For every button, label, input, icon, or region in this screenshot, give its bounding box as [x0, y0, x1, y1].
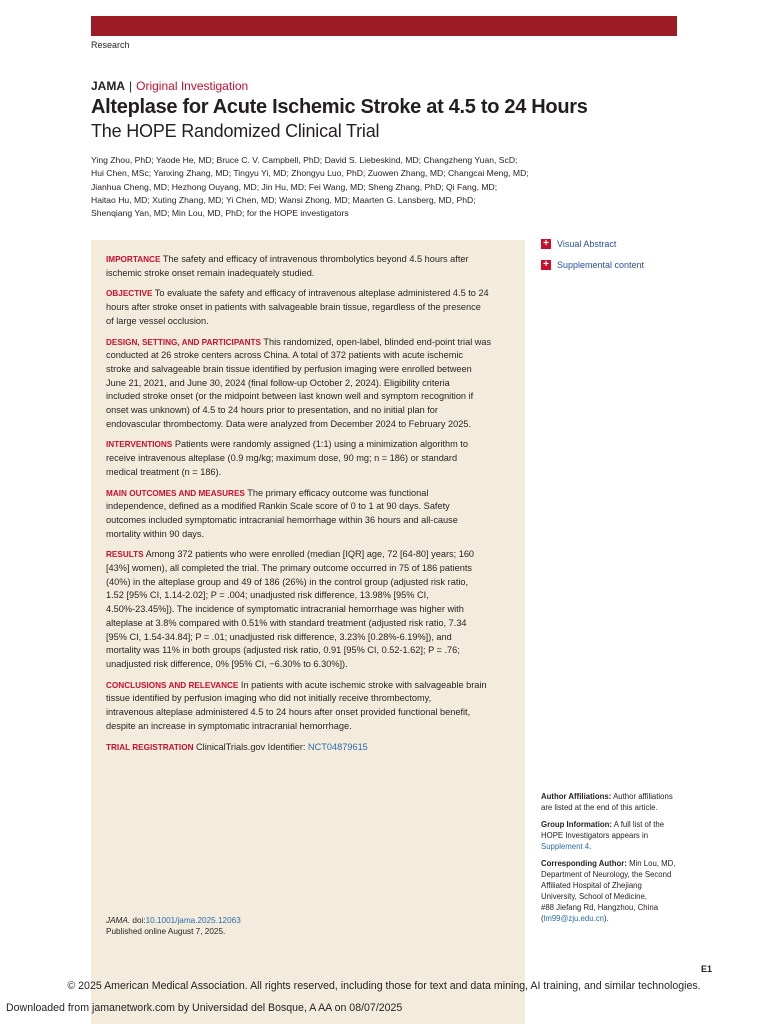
abstract-text: 1.52 [95% CI, 1.14-2.02]; P = .004; unadjusted risk difference, 13.98% [95% CI,: [106, 590, 429, 601]
corr-label: Corresponding Author:: [541, 859, 627, 868]
abstract-line: [106, 548, 516, 562]
doi-link[interactable]: 10.1001/jama.2025.12063: [145, 916, 241, 925]
section-heading: TRIAL REGISTRATION: [106, 742, 194, 752]
abstract-text: conducted at 26 stroke centers across China. A total of 372 patients with acute ischemic: [106, 350, 463, 361]
corr-line: Department of Neurology, the Second: [541, 870, 672, 879]
abstract-line: [106, 336, 516, 350]
section-heading: CONCLUSIONS AND RELEVANCE: [106, 680, 239, 690]
visual-abstract-label: Visual Abstract: [557, 239, 617, 249]
corr-line: Affiliated Hospital of Zhejiang: [541, 881, 642, 890]
abstract-line: [106, 253, 516, 267]
corresponding-author: Corresponding Author: Min Lou, MD, Department of Neurology, the Second Affiliated Hospital of Zhejiang University, School of Medicine, #88 Jiefang Rd, Hangzhou, China (lm99@zju.edu.cn).: [541, 858, 681, 924]
doi-line: [106, 915, 241, 926]
section-heading: RESULTS: [106, 550, 144, 560]
abstract-text: June 21, 2021, and June 30, 2024 (final follow-up October 2, 2024). Eligibility criteria: [106, 377, 450, 388]
abstract-line: [106, 287, 516, 301]
abstract-line: [106, 741, 516, 755]
abstract-text: This randomized, open-label, blinded end-point trial was: [260, 336, 492, 347]
abstract: [106, 253, 516, 761]
abstract-conclusions: [106, 679, 516, 734]
author-list: [91, 154, 531, 220]
group-information: Group Information: A full list of the HOPE Investigators appears in Supplement 4.: [541, 820, 665, 851]
journal-line: [91, 79, 248, 93]
abstract-text: Patients were randomly assigned (1:1) using a minimization algorithm to: [172, 439, 468, 450]
abstract-text: To evaluate the safety and efficacy of intravenous alteplase administered 4.5 to 24: [152, 288, 489, 299]
section-heading: DESIGN, SETTING, AND PARTICIPANTS: [106, 337, 261, 347]
citation-journal: JAMA.: [106, 916, 131, 925]
abstract-text: onset was unknown) of 4.5 to 24 hours prior to presentation, and no initial plan for: [106, 405, 438, 416]
journal-name: JAMA: [91, 79, 126, 93]
abstract-text: independence, defined as a modified Rankin Scale score of 0 to 1 at 90 days. Safety: [106, 501, 450, 512]
abstract-text: stroke and salvageable brain tissue identified by perfusion imaging were enrolled between: [106, 363, 472, 374]
abstract-text: alteplase at 3.8% compared with 0.51% with standard treatment (adjusted risk ratio, 7.34: [106, 617, 467, 628]
group-label: Group Information:: [541, 820, 613, 829]
abstract-line: [106, 438, 516, 452]
abstract-text: outcomes included symptomatic intracranial hemorrhage within 36 hours and all-cause: [106, 514, 458, 525]
aff-label: Author Affiliations:: [541, 792, 612, 801]
abstract-text: despite an increase in symptomatic intracranial hemorrhage.: [106, 720, 352, 731]
abstract-text: The primary efficacy outcome was functional: [244, 487, 429, 498]
abstract-text: included stroke onset (or the midpoint between last known well and symptom recognition if: [106, 391, 474, 402]
abstract-text: In patients with acute ischemic stroke with salvageable brain: [238, 679, 487, 690]
abstract-text: medical treatment (n = 186).: [106, 466, 222, 477]
section-heading: IMPORTANCE: [106, 255, 161, 264]
corr-name: Min Lou, MD,: [629, 859, 676, 868]
abstract-text: ischemic stroke onset remain inadequately studied.: [106, 267, 315, 278]
abstract-text: ClinicalTrials.gov Identifier:: [193, 741, 309, 752]
journal-separator: |: [129, 79, 133, 93]
author-line: Jianhua Cheng, MD; Hezhong Ouyang, MD; Jin Hu, MD; Fei Wang, MD; Sheng Zhang, PhD; Qi Fang, MD;: [91, 181, 498, 192]
aff-text: Author affiliations are listed at the end of this article.: [541, 792, 673, 812]
corr-line: #88 Jiefang Rd, Hangzhou, China: [541, 903, 659, 912]
article-subtitle: The HOPE Randomized Clinical Trial: [91, 121, 380, 141]
abstract-text: intravenous alteplase administered 4.5 to 24 hours after onset provided functional benefit,: [106, 707, 471, 718]
author-line: Hui Chen, MSc; Yanxing Zhang, MD; Tingyu Yi, MD; Zhongyu Luo, PhD; Zuowen Zhang, MD; Changcai Meng, MD;: [91, 168, 529, 179]
plus-icon: +: [541, 260, 551, 270]
abstract-outcomes: [106, 487, 516, 542]
abstract-text: tissue identified by perfusion imaging who did not initially receive thrombectomy,: [106, 693, 432, 704]
abstract-design: [106, 336, 516, 432]
abstract-text: mortality within 90 days.: [106, 528, 205, 539]
email-link[interactable]: lm99@zju.edu.cn: [543, 914, 604, 923]
published-date: Published online August 7, 2025.: [106, 927, 226, 936]
abstract-text: [43%] women), all completed the trial. The primary outcome occurred in 75 of 186 patients: [106, 563, 472, 574]
section-heading: INTERVENTIONS: [106, 440, 173, 450]
trial-id-link[interactable]: NCT04879615: [308, 741, 368, 752]
doi-label: doi:: [130, 916, 146, 925]
page-number: E1: [701, 964, 713, 974]
abstract-text: Among 372 patients who were enrolled (median [IQR] age, 72 [64-80] years; 160: [143, 549, 475, 560]
abstract-registration: [106, 741, 516, 755]
citation: [106, 915, 241, 937]
affiliations: [541, 791, 681, 930]
abstract-results: [106, 548, 516, 671]
author-line: Ying Zhou, PhD; Yaode He, MD; Bruce C. V. Campbell, PhD; David S. Liebeskind, MD; Changzheng Yuan, ScD;: [91, 155, 518, 165]
copyright-notice: © 2025 American Medical Association. All rights reserved, including those for text and data mining, AI training, and similar technologies.: [67, 980, 701, 992]
abstract-interventions: [106, 438, 516, 479]
abstract-text: unadjusted risk difference, 0% [95% CI, −6.30% to 6.30%]).: [106, 658, 348, 669]
abstract-line: [106, 679, 516, 693]
section-heading: MAIN OUTCOMES AND MEASURES: [106, 488, 245, 498]
abstract-line: [106, 487, 516, 501]
abstract-objective: [106, 287, 516, 328]
abstract-text: mortality was 11% in both groups (adjusted risk ratio, 0.91 [95% CI, 0.52-1.62]; P = .76;: [106, 645, 460, 656]
side-links: [541, 237, 681, 279]
group-text: A full list of the HOPE Investigators appears in: [541, 820, 665, 840]
abstract-text: The safety and efficacy of intravenous thrombolytics beyond 4.5 hours after: [160, 254, 469, 264]
section-heading: OBJECTIVE: [106, 289, 153, 299]
plus-icon: +: [541, 239, 551, 249]
brand-bar: [91, 16, 677, 36]
abstract-text: hours after stroke onset in patients with salvageable brain tissue, regardless of the presence: [106, 302, 481, 313]
article-title: Alteplase for Acute Ischemic Stroke at 4.5 to 24 Hours: [91, 96, 588, 118]
supplement-link[interactable]: Supplement 4: [541, 842, 590, 851]
section-label: Research: [91, 40, 130, 50]
abstract-text: (40%) in the alteplase group and 49 of 186 (26%) in the control group (adjusted risk ratio,: [106, 576, 469, 587]
author-line: Shenqiang Yan, MD; Min Lou, MD, PhD; for the HOPE investigators: [91, 208, 349, 219]
article-type: Original Investigation: [136, 79, 249, 93]
abstract-text: of large vessel occlusion.: [106, 315, 209, 326]
corr-line: University, School of Medicine,: [541, 892, 648, 901]
abstract-text: receive intravenous alteplase (0.9 mg/kg; maximum dose, 90 mg; n = 186) or standard: [106, 453, 458, 464]
abstract-text: 4.50%-23.45%]). The incidence of symptomatic intracranial hemorrhage was higher with: [106, 604, 464, 615]
visual-abstract-link[interactable]: [541, 237, 681, 251]
author-line: Haitao Hu, MD; Xuting Zhang, MD; Yi Chen, MD; Wansi Zhong, MD; Maarten G. Lansberg, MD, PhD;: [91, 194, 476, 205]
download-notice: Downloaded from jamanetwork.com by Universidad del Bosque, A AA on 08/07/2025: [6, 1002, 403, 1014]
supplemental-content-link[interactable]: [541, 258, 681, 272]
supplemental-content-label: Supplemental content: [557, 260, 645, 270]
abstract-importance: [106, 253, 516, 280]
abstract-text: endovascular thrombectomy. Data were analyzed from December 2024 to February 2025.: [106, 418, 471, 429]
abstract-text: [95% CI, 1.54-34.84]; P = .01; unadjusted risk difference, 3.23% [0.28%-6.19%]), and: [106, 631, 452, 642]
author-affiliations: [541, 791, 681, 813]
